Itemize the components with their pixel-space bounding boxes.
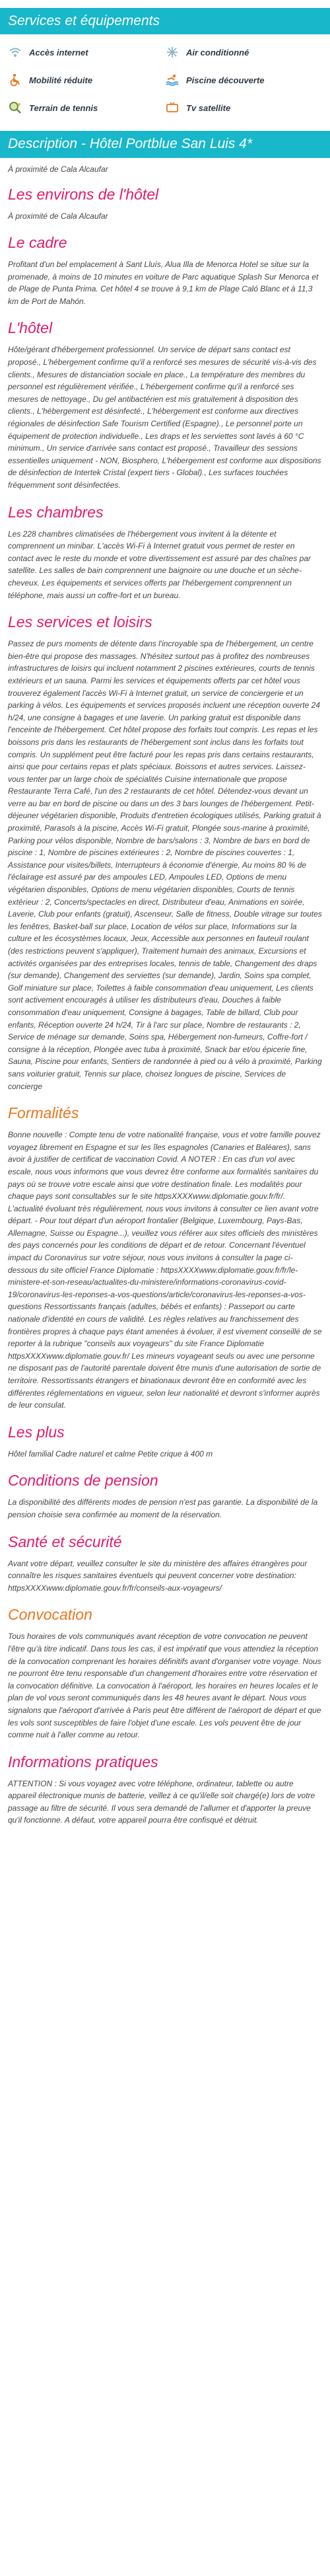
section-heading-hotel: L'hôtel (8, 319, 53, 337)
section-text-hotel: Hôte/gérant d'hébergement professionnel. Un service de départ sans contact est proposé., L'hébergement confirme qu'il a renforcé ses mesures de sécurité vis-à-vis des clients., Mesures de distanciation sociale en place., La température des membres du personnel est régulièrement vérifiée., L'hébergement confirme qu'il a renforcé ses mesures de nettoyage., Du gel antibactérien est mis gratuitement à disposition des clients., L'hébergement est désinfecté., L'hébergement est conforme aux directives régionales de désinfection Safe Tourism Certified (Espagne)., Le personnel porte un équipement de protection individuelle., Les draps et les serviettes sont lavés à 60 °C minimum., Un service d'arrivée sans contact est proposé., Travailleur des sessions essentielles uniquement - NON, Biosphero, L'hébergement est conforme aux dispositions de désinfection de Intertek Cristal (expert tiers - Global)., Les surfaces touchées fréquemment sont désinfectées. (8, 345, 321, 490)
section-text-pension: La disponibilité des différents modes de pension n'est pas garantie. La disponibilité de la pension choisie sera confirmée au moment de la réservation. (8, 1497, 318, 1519)
service-label: Mobilité réduite (29, 75, 93, 85)
description-content (0, 165, 330, 1827)
section-heading-sante: Santé et sécurité (8, 1533, 122, 1550)
pool-icon (165, 73, 180, 87)
service-label: Terrain de tennis (29, 102, 98, 113)
service-internet (8, 45, 165, 59)
section-heading-plus: Les plus (8, 1423, 65, 1441)
tennis-icon (8, 100, 22, 115)
section-text-sante: Avant votre départ, veuillez consulter le site du ministère des affaires étrangères pour connaître les risques sanitaires éventuels qui peuvent concerner votre destination: httpsXXXXwww.diplomatie.gouv.fr/fr/conseils-aux-voyageurs/ (8, 1558, 308, 1593)
section-heading-loisirs: Les services et loisirs (8, 613, 152, 631)
service-tv (165, 100, 322, 115)
service-label: Tv satellite (186, 102, 231, 113)
section-text-infos: ATTENTION : Si vous voyagez avec votre téléphone, ordinateur, tablette ou autre appareil électronique munis de batterie, veillez à ce qu'il/elle soit chargé(e) lors de votre passage au filtre de sécurité. Il vous sera demandé de l'allumer et d'apporter la preuve qu'il fonctionne. A défaut, votre appareil pourra être confisqué et détruit. (8, 1778, 315, 1825)
service-label: Air conditionné (186, 47, 249, 57)
service-pool (165, 73, 322, 87)
section-text-cadre: Profitant d'un bel emplacement à Sant Lluís, Alua Illa de Menorca Hotel se situe sur la promenade, à moins de 10 minutes en voiture de Parc aquatique Splash Sur Menorca et de Plage de Punta Prima. Cet hôtel 4 se trouve à 9,1 km de Plage Caló Blanc et à 11,3 km de Port de Mahón. (8, 260, 319, 306)
section-heading-convocation: Convocation (8, 1606, 92, 1624)
section-text-plus: Hôtel familial Cadre naturel et calme Petite crique à 400 m (8, 1449, 213, 1458)
section-heading-formalites: Formalités (8, 1104, 79, 1122)
service-label: Accès internet (29, 47, 88, 57)
snowflake-icon (165, 45, 180, 59)
section-text-convocation: Tous horaires de vols communiqués avant réception de votre convocation ne peuvent l'être qu'à titre indicatif. Dans tous les cas, il est impératif que vous attendiez la réception de la convocation comprenant les horaires définitifs avant d'organiser votre voyage. Nous ne pourront être tenu responsable d'un changement d'horaires entre votre réservation et la convocation définitive. La convocation à l'aéroport, les horaires en heures locales et le plan de vol vous seront communiqués dans les 48 heures avant le départ. Nous vous signalons que l'aéroport d'arrivée à Paris peut être différent de l'aéroport de départ et que les vols sont susceptibles de faire l'objet d'une escale. Les vols peuvent être de jour comme nuit à l'aller comme au retour. (8, 1632, 321, 1740)
hotel-page (0, 8, 330, 1865)
services-title: Services et équipements (0, 8, 330, 34)
services-grid (0, 41, 330, 131)
service-tennis (8, 100, 165, 115)
wheelchair-icon (8, 73, 22, 87)
section-heading-cadre: Le cadre (8, 234, 67, 252)
section-text-chambres: Les 228 chambres climatisées de l'hébergement vous invitent à la détente et comprennent un minibar. L'accès Wi-Fi à Internet gratuit vous permet de rester en contact avec le reste du monde et votre divertissement est assuré par des chaînes par satellite. Les salles de bain comprennent une baignoire ou une douche et un sèche-cheveux. Les équipements et services offerts par l'hébergement comprennent un téléphone, mais aussi un coffre-fort et un bureau. (8, 529, 311, 600)
location-lead: À proximité de Cala Alcaufar (8, 164, 108, 174)
section-heading-infos: Informations pratiques (8, 1753, 158, 1770)
service-mobility (8, 73, 165, 87)
service-aircon (165, 45, 322, 59)
description-title: Description - Hôtel Portblue San Luis 4* (0, 131, 330, 157)
section-text-loisirs: Passez de purs moments de détente dans l'incroyable spa de l'hébergement, un centre bien-être qui propose des massages. N'hésitez surtout pas à profitez des nombreuses infrastructures de loisirs qui incluent notamment 2 piscines extérieures, courts de tennis extérieurs et un sauna. Parmi les services et équipements offerts par cet hôtel vous trouverez également l'accès Wi-Fi à Internet gratuit, un service de conciergerie et un parking à vélos. Les équipements et services proposés incluent une réception ouverte 24 h/24, une consigne à bagages et une laverie. Un parking gratuit est disponible dans l'enceinte de l'hébergement. Cet hôtel propose des forfaits tout compris. Les repas et les boissons pris dans les restaurants de l'hébergement sont inclus dans les forfaits tout compris. Un supplément peut être facturé pour les repas pris dans certains restaurants, ainsi que pour certains repas et plats spéciaux. Boissons et autres services. Laissez-vous tenter par un large choix de spécialités Cuisine internationale que propose Restaurante Terra Café, l'un des 2 restaurants de cet hôtel. Détendez-vous devant un verre au bar en bord de piscine ou dans un des 3 bars lounges de l'hébergement. Petit-déjeuner végétarien disponible, Produits d'entretien écologiques utilisés, Parking gratuit à proximité, Parasols à la piscine, Accès Wi-Fi gratuit, Plongée sous-marine à proximité, Parking pour vélos disponible, Nombre de bars/salons : 3, Nombre de bars en bord de piscine : 1, Nombre de piscines extérieures : 2, Nombre de piscines couvertes : 1, Assistance pour visites/billets, Interrupteurs à économie d'énergie, Au moins 80 % de l'éclairage est assuré par des ampoules LED, Ampoules LED, Options de menu végétarien disponibles, Options de menu végétarien disponibles, Courts de tennis extérieur : 2, Concerts/spectacles en direct, Distributeur d'eau, Animations en soirée, Laverie, Club pour enfants (gratuit), Ascenseur, Salle de fitness, Double vitrage sur toutes les fenêtres, Basket-ball sur place, Location de vélos sur place, Informations sur la culture et les écosystèmes locaux, Jeux, Accessible aux personnes en fauteuil roulant (des restrictions peuvent s'appliquer), Traitement humain des animaux, Excursions et activités organisées par des entreprises locales, tennis de table, Changement des draps (sur demande), Changement des serviettes (sur demande), Jardin, Soins spa complet, Golf miniature sur place, Toilettes à faible consommation d'eau uniquement, Les clients sont activement encouragés à utiliser les distributeurs d'eau, Douches à faible consommation d'eau uniquement, Consigne à bagages, Table de billard, Club pour enfants, Réception ouverte 24 h/24, Tir à l'arc sur place, Nombre de restaurants : 2, Service de ménage sur demande, Soins spa, Hébergement non-fumeurs, Coffre-fort / consigne à la réception, Plongée avec tuba à proximité, Snack bar et/ou épicerie fine, Sauna, Piscine pour enfants, Sentiers de randonnée à pied ou à vélo à proximité, Parking sans voiturier gratuit, Tennis sur place, choisez longues de piscine, Services de concierge (8, 639, 322, 1091)
section-heading-chambres: Les chambres (8, 503, 104, 521)
section-text-formalites: Bonne nouvelle : Compte tenu de votre nationalité française, vous et votre famille pouvez voyagez librement en Espagne et sur les îles espagnoles (Canaries et Baléares), sans avoir à justifier de certificat de vaccination Covid. A NOTER : En cas d'un vol avec escale, nous vous informons que vous devrez être conforme aux formalités sanitaires du pays où se trouve votre escale ainsi que votre destination finale. Les modalités pour chaque pays sont consultables sur le site httpsXXXXwww.diplomatie.gouv.fr/fr/. L'actualité évoluant très régulièrement, nous vous invitons à consulter ce lien avant votre départ. - Pour tout départ d'un aéroport frontalier (Belgique, Luxembourg, Pays-Bas, Allemagne, Suisse ou Espagne...), veuillez vous référer aux sites officiels des ministères des pays concernés pour les conditions de départ et de retour. Concernant l'éventuel impact du Coronavirus sur votre séjour, nous vous invitons à consulter la page ci-dessous du site officiel France Diplomatie : httpsXXXXwww.diplomatie.gouv.fr/fr/le-ministere-et-son-reseau/actualites-du-ministere/informations-coronavirus-covid-19/coronavirus-les-reponses-a-vos-questions/article/coronavirus-les-reponses-a-vos-questions Ressortissants français (adultes, bébés et enfants) : Passeport ou carte nationale d'identité en cours de validité. Les règles relatives au franchissement des frontières propres à chaque pays étant amenées à évoluer, il est vivement conseillé de se reporter à la rubrique "conseils aux voyageurs" du site France Diplomatie httpsXXXXwww.diplomatie.gouv.fr/ Les mineurs voyageant seuls ou avec une personne ne disposant pas de l'autorité parentale doivent être munis d'une autorisation de sortie de territoire. Ressortissants étrangers et binationaux devront être en conformité avec les différentes réglementations en vigueur, selon leur nationalité et devront s'informer auprès de leur consulat. (8, 1130, 322, 1410)
wifi-icon (8, 45, 22, 59)
tv-icon (165, 100, 180, 115)
service-label: Piscine découverte (186, 75, 265, 85)
section-heading-pension: Conditions de pension (8, 1472, 158, 1490)
section-text-environs: À proximité de Cala Alcaufar (8, 211, 108, 221)
section-heading-environs: Les environs de l'hôtel (8, 185, 159, 203)
